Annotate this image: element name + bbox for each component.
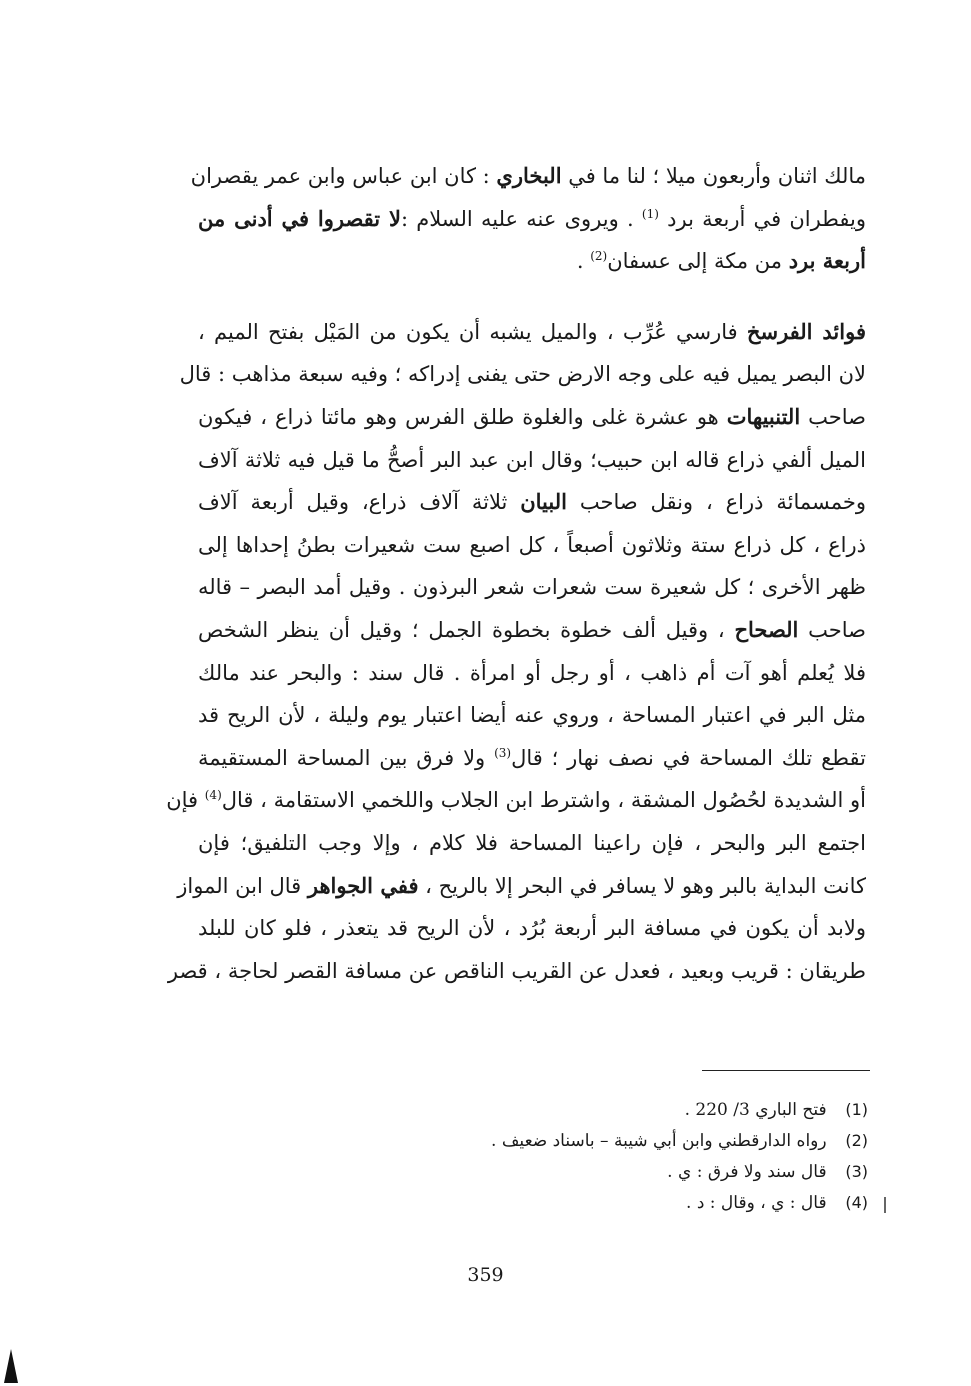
text-run: مالك اثنان وأربعون ميلا ؛ لنا ما في xyxy=(561,164,866,188)
text-line xyxy=(198,240,866,283)
footnote-item xyxy=(300,1125,868,1156)
text-run: تقطع تلك المساحة في نصف نهار ؛ قال xyxy=(511,745,866,770)
text-line xyxy=(167,950,866,993)
text-run: ، وقيل ألف خطوة بخطوة الجمل ؛ وقيل أن ينظر الشخص xyxy=(198,617,735,642)
text-line xyxy=(198,694,866,737)
footnote-item xyxy=(300,1156,868,1187)
footnote-text: قال سند ولا فرق : ي . xyxy=(667,1162,827,1182)
text-run: وخمسمائة ذراع ، ونقل صاحب xyxy=(566,490,866,515)
text-run: : كان ابن عباس وابن عمر يقصران xyxy=(190,164,497,188)
footnotes xyxy=(300,1094,868,1218)
bold-term: ففي الجواهر xyxy=(307,872,419,898)
text-run: ويفطران في أربعة برد xyxy=(658,206,866,231)
text-line xyxy=(166,779,866,822)
text-run: أو الشديدة لحُصُول المشقة ، واشترط ابن الجلاب واللخمي الاستقامة ، قال xyxy=(221,788,866,813)
text-line xyxy=(198,481,866,524)
text-run: . xyxy=(576,249,591,274)
scan-corner-mark xyxy=(4,1349,18,1383)
text-line xyxy=(198,652,866,695)
bold-term: البيان xyxy=(520,489,567,515)
bold-term: الصحاح xyxy=(734,616,799,642)
bold-term: أربعة برد xyxy=(788,248,866,274)
text-line xyxy=(198,439,866,482)
footnote-number: (3) xyxy=(845,1162,868,1181)
text-run: صاحب xyxy=(800,404,866,429)
text-run: مثل البر في اعتبار المساحة ، وروي عنه أيضا اعتبار يوم وليلة ، لأن الريح قد xyxy=(198,703,866,728)
text-run: كانت البداية بالبر وهو لا يسافر في البحر إلا بالريح ، xyxy=(418,873,866,898)
text-run: ثلاثة آلاف ذراع، وقيل أربعة آلاف xyxy=(198,490,521,515)
text-line xyxy=(198,609,866,652)
footnote-item xyxy=(300,1094,868,1125)
text-run: فلا يُعلم أهو آت أم ذاهب ، أو رجل أو امرأة . قال سند : والبحر عند مالك xyxy=(198,660,866,685)
text-run: فإن xyxy=(166,788,205,813)
text-line xyxy=(198,822,866,865)
footnote-separator xyxy=(702,1070,870,1071)
text-line xyxy=(177,865,866,908)
text-line xyxy=(198,737,866,780)
main-text xyxy=(166,155,866,992)
footnote-text: قال : ي ، وقال : د . xyxy=(686,1193,827,1213)
text-line xyxy=(198,566,866,609)
text-line xyxy=(190,155,866,198)
footnote-text: رواه الدارقطني وابن أبي شيبة – باسناد ضعيف . xyxy=(491,1131,827,1151)
text-run: الميل ألفي ذراع قاله ابن حبيب؛ وقال ابن عبد البر أصحُّ ما قيل فيه ثلاثة آلاف xyxy=(198,447,866,472)
text-run: طريقان : قريب وبعيد ، فعدل عن القريب الناقص عن مسافة القصر لحاجة ، قصر xyxy=(167,958,866,983)
footnote-number: (2) xyxy=(845,1131,868,1150)
text-run: من مكة إلى عسفان xyxy=(607,249,789,274)
text-run: ظهر الأخرى ؛ كل شعيرة ست شعرات شعر البرذون . وقيل أمد البصر – قاله xyxy=(198,575,866,600)
text-line xyxy=(198,198,866,241)
footnote-number: (4) xyxy=(845,1193,868,1212)
footnote-text: فتح الباري 3/ 220 . xyxy=(684,1100,827,1120)
footnote-number: (1) xyxy=(845,1100,868,1119)
footnote-ref: (2) xyxy=(590,249,608,264)
footnote-item xyxy=(300,1187,868,1218)
text-run: اجتمع البر والبحر ، فإن راعينا المساحة فلا كلام ، وإلا وجب التلفيق؛ فإن xyxy=(198,830,866,855)
scan-mark xyxy=(884,1197,886,1213)
text-line xyxy=(198,907,866,950)
text-run: هو عشرة غلى والغلوة طلق الفرس وهو مائتا ذراع ، فيكون xyxy=(198,404,727,429)
text-line xyxy=(198,311,866,354)
text-run: ولا فرق بين المساحة المستقيمة xyxy=(198,745,495,770)
text-run: ذراع ، كل ذراع ستة وثلاثون أصبعاً ، كل اصبع ست شعيرات بطنُ إحداها إلى xyxy=(198,532,866,557)
text-run: قال ابن المواز xyxy=(177,873,308,898)
text-run: صاحب xyxy=(798,617,866,642)
footnote-ref: (1) xyxy=(641,206,659,221)
bold-term: التنبيهات xyxy=(726,403,801,429)
bold-term: لا تقصروا في أدنى من xyxy=(198,205,401,231)
text-run: . ويروى عنه عليه السلام : xyxy=(400,206,642,231)
footnote-ref: (3) xyxy=(494,745,512,760)
text-line xyxy=(198,396,866,439)
page-number: 359 xyxy=(467,1264,504,1286)
bold-term: البخاري xyxy=(496,163,562,188)
text-run: ولابد أن يكون في مسافة البر أربعة بُرُد ، لأن الريح قد يتعذر ، فلو كان للبلد xyxy=(198,916,866,941)
footnote-ref: (4) xyxy=(204,788,222,803)
bold-term: فوائد الفرسخ xyxy=(746,318,866,344)
text-run: فارسي عُرِّب ، والميل يشبه أن يكون من المَيْل بفتح الميم ، xyxy=(198,319,747,344)
text-run: لان البصر يميل فيه على وجه الارض حتى يفنى إدراكه ؛ وفيه سبعة مذاهب : قال xyxy=(179,362,866,387)
text-line xyxy=(179,353,866,396)
text-line xyxy=(198,524,866,567)
